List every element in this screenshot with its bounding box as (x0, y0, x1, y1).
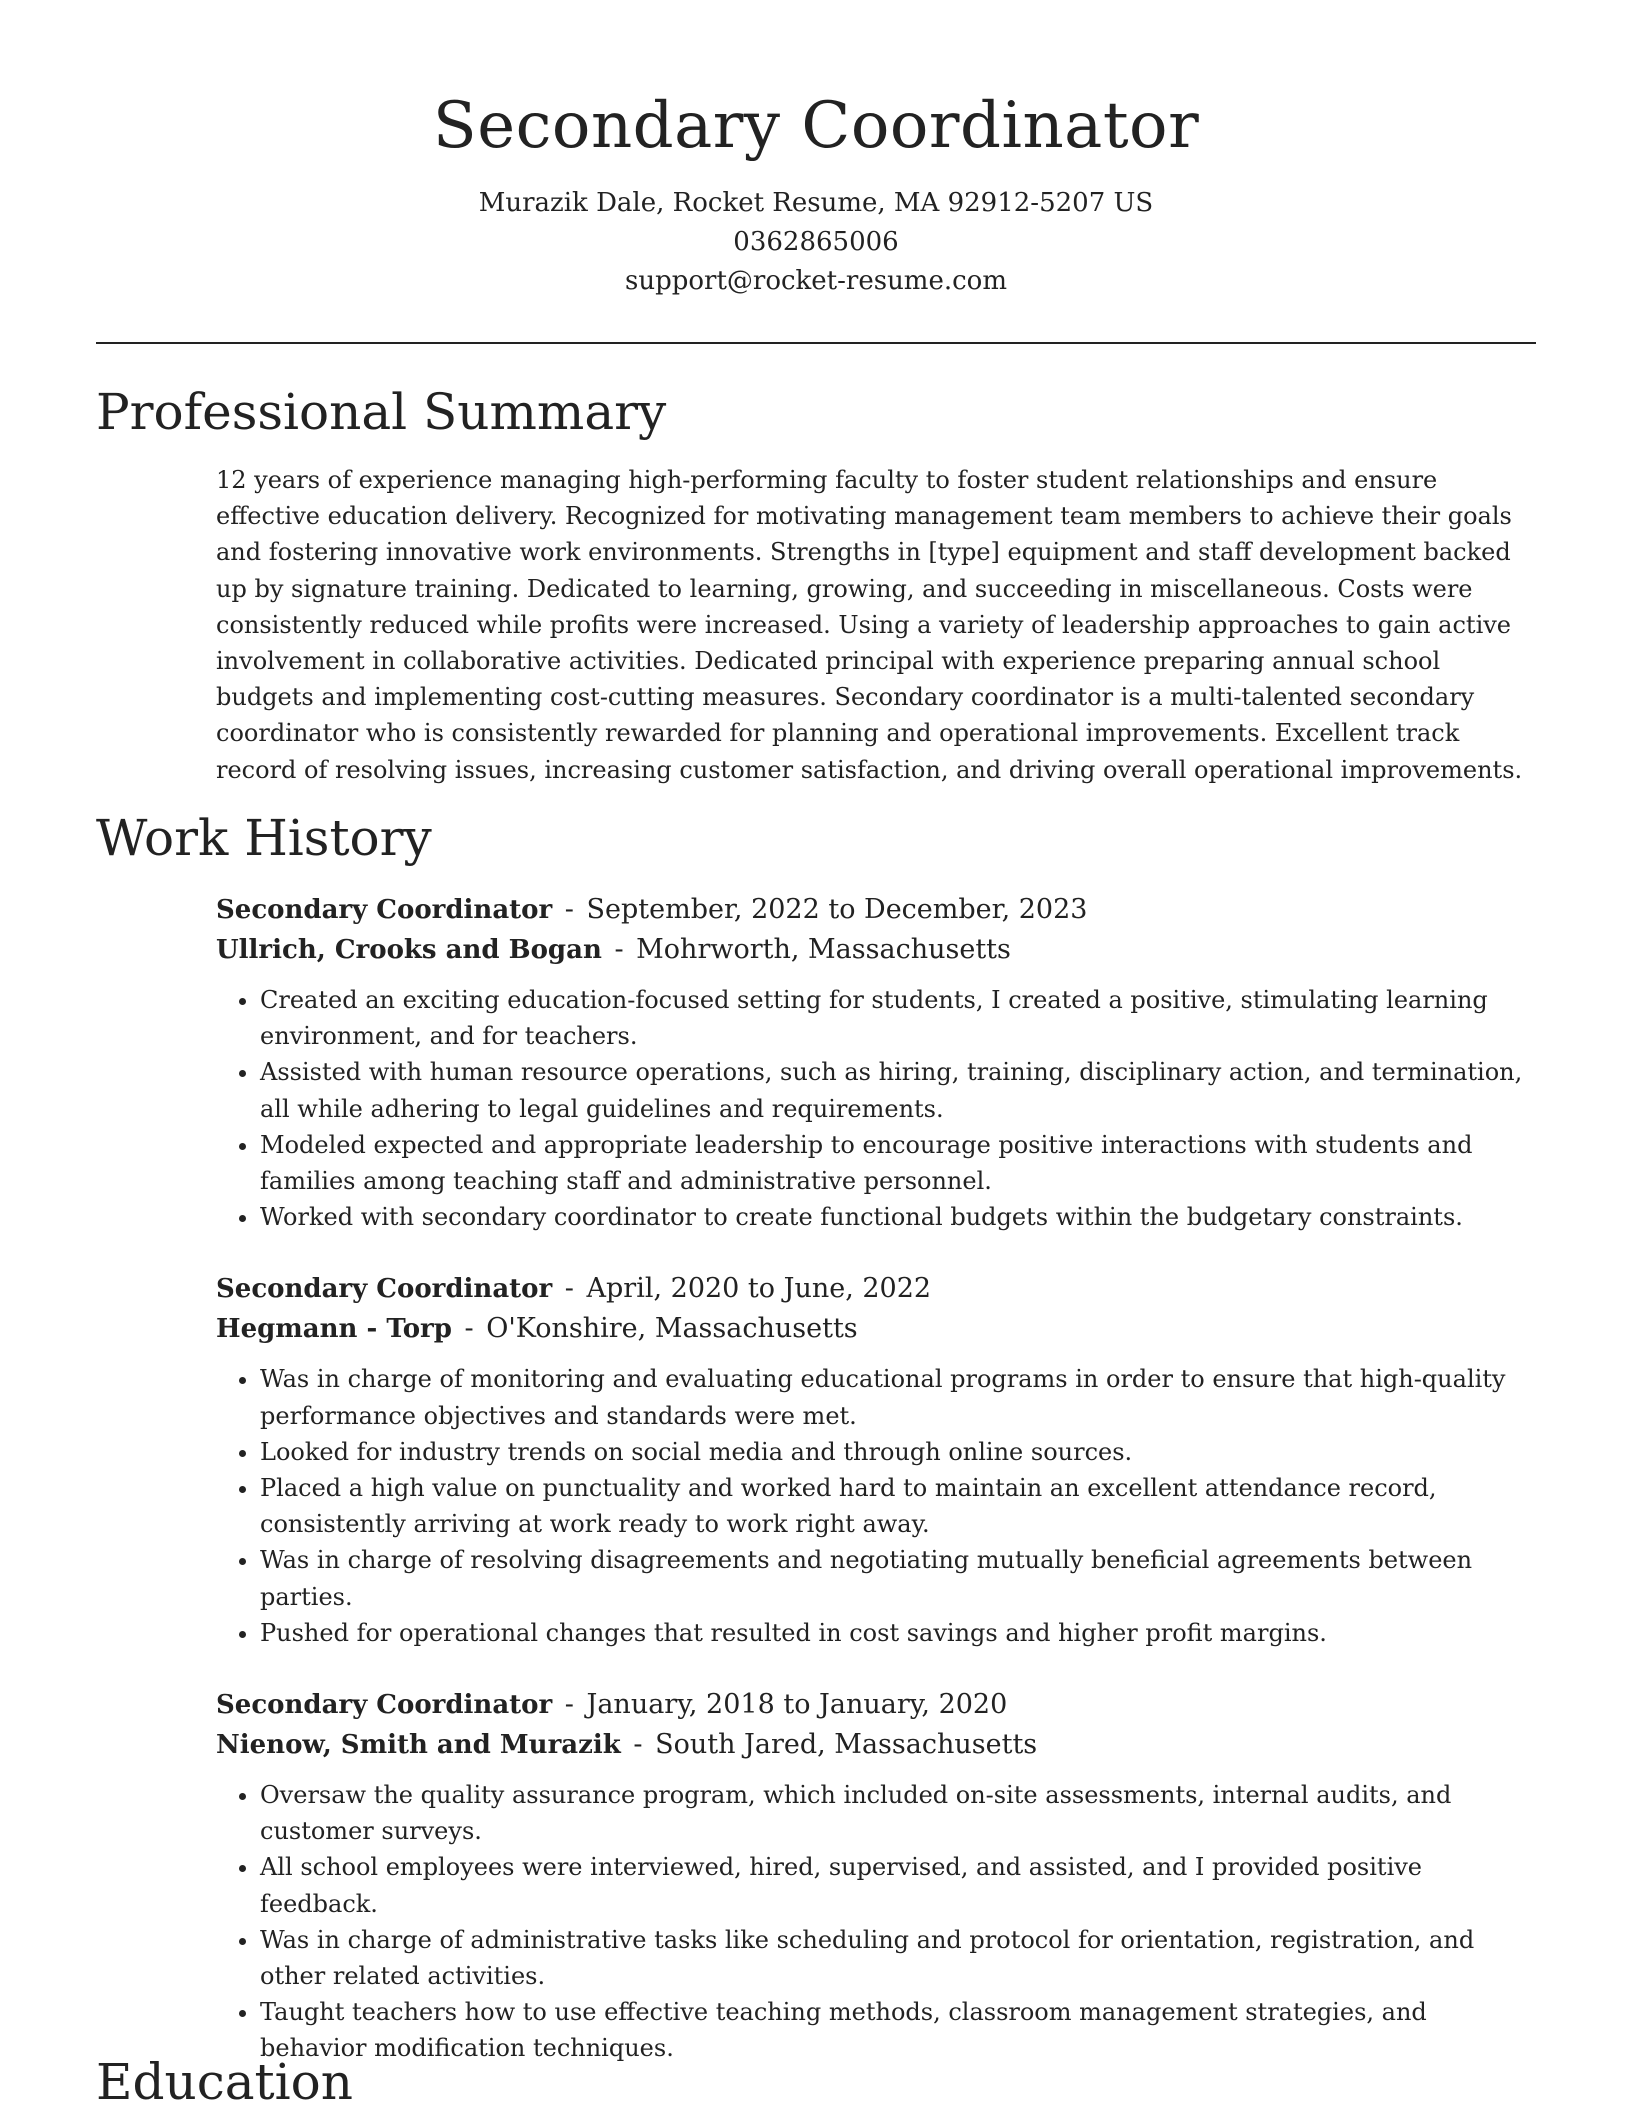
candidate-name: Secondary Coordinator (432, 89, 1200, 163)
section-title-work-history: Work History (96, 809, 432, 867)
duty-item: • Was in charge of resolving disagreements and negotiating mutually beneficial agreements between parties. (260, 1542, 1536, 1614)
job-dates: April, 2020 to June, 2022 (586, 1273, 932, 1305)
job-entry (216, 1269, 1536, 1651)
job-location: South Jared, Massachusetts (655, 1729, 1038, 1761)
job-company: Nienow, Smith and Murazik (216, 1730, 621, 1761)
section-title-education: Education (96, 2053, 353, 2111)
job-title: Secondary Coordinator (216, 895, 553, 925)
job-title: Secondary Coordinator (216, 1690, 553, 1721)
contact-info (96, 184, 1536, 301)
job-title-line: Secondary Coordinator - September, 2022 to December, 2023 (216, 894, 1088, 925)
duty-item: • Modeled expected and appropriate leadership to encourage positive interactions with students and families among teaching staff and administrative personnel. (260, 1127, 1536, 1199)
duty-item: • Worked with secondary coordinator to create functional budgets within the budgetary constraints. (260, 1199, 1536, 1235)
job-title-line: Secondary Coordinator - January, 2018 to January, 2020 (216, 1689, 1008, 1721)
header-divider (96, 342, 1536, 344)
job-duties (216, 1361, 1536, 1651)
job-entry (216, 890, 1536, 1235)
resume-header (96, 80, 1536, 301)
job-dates: January, 2018 to January, 2020 (586, 1689, 1008, 1721)
phone: 0362865006 (733, 227, 899, 257)
job-dates: September, 2022 to December, 2023 (586, 894, 1088, 925)
job-company-line: Nienow, Smith and Murazik - South Jared, Massachusetts (216, 1729, 1038, 1761)
duty-item: • Placed a high value on punctuality and worked hard to maintain an excellent attendance record, consistently arriving at work ready to work right away. (260, 1470, 1536, 1542)
job-title-line: Secondary Coordinator - April, 2020 to June, 2022 (216, 1273, 932, 1305)
job-company-line: Hegmann - Torp - O'Konshire, Massachusetts (216, 1313, 858, 1345)
summary-text: 12 years of experience managing high-performing faculty to foster student relationships and ensure effective education delivery. Recognized for motivating management team members to achieve their goals and fostering innovative work environments. Strengths in [type] equipment and staff development backed up by signature training. Dedicated to learning, growing, and succeeding in miscellaneous. Costs were consistently reduced while profits were increased. Using a variety of leadership approaches to gain active involvement in collaborative activities. Dedicated principal with experience preparing annual school budgets and implementing cost-cutting measures. Secondary coordinator is a multi-talented secondary coordinator who is consistently rewarded for planning and operational improvements. Excellent track record of resolving issues, increasing customer satisfaction, and driving overall operational improvements. (216, 466, 1523, 784)
email: support@rocket-resume.com (624, 266, 1007, 296)
duty-item: • Looked for industry trends on social media and through online sources. (260, 1434, 1536, 1470)
section-title-summary: Professional Summary (96, 383, 667, 441)
duty-item: • Assisted with human resource operations, such as hiring, training, disciplinary action, and termination, all while adhering to legal guidelines and requirements. (260, 1054, 1536, 1126)
work-history-list (216, 890, 1536, 2101)
job-company: Hegmann - Torp (216, 1314, 452, 1345)
duty-item: • Taught teachers how to use effective teaching methods, classroom management strategies, and behavior modification techniques. (260, 1994, 1536, 2066)
job-duties (216, 982, 1536, 1235)
duty-item: • Oversaw the quality assurance program, which included on-site assessments, internal audits, and customer surveys. (260, 1777, 1536, 1849)
duty-item: • Was in charge of monitoring and evaluating educational programs in order to ensure that high-quality performance objectives and standards were met. (260, 1361, 1536, 1433)
job-title: Secondary Coordinator (216, 1274, 553, 1305)
duty-item: • Created an exciting education-focused setting for students, I created a positive, stimulating learning environment, and for teachers. (260, 982, 1536, 1054)
job-company: Ullrich, Crooks and Bogan (216, 935, 602, 965)
duty-item: • Was in charge of administrative tasks like scheduling and protocol for orientation, registration, and other related activities. (260, 1922, 1536, 1994)
job-duties (216, 1777, 1536, 2067)
job-location: Mohrworth, Massachusetts (636, 934, 1011, 965)
duty-item: • All school employees were interviewed, hired, supervised, and assisted, and I provided positive feedback. (260, 1849, 1536, 1921)
address: Murazik Dale, Rocket Resume, MA 92912-5207 US (478, 188, 1154, 218)
job-company-line: Ullrich, Crooks and Bogan - Mohrworth, Massachusetts (216, 934, 1011, 965)
job-entry (216, 1685, 1536, 2067)
job-location: O'Konshire, Massachusetts (486, 1313, 858, 1345)
duty-item: • Pushed for operational changes that resulted in cost savings and higher profit margins. (260, 1615, 1536, 1651)
